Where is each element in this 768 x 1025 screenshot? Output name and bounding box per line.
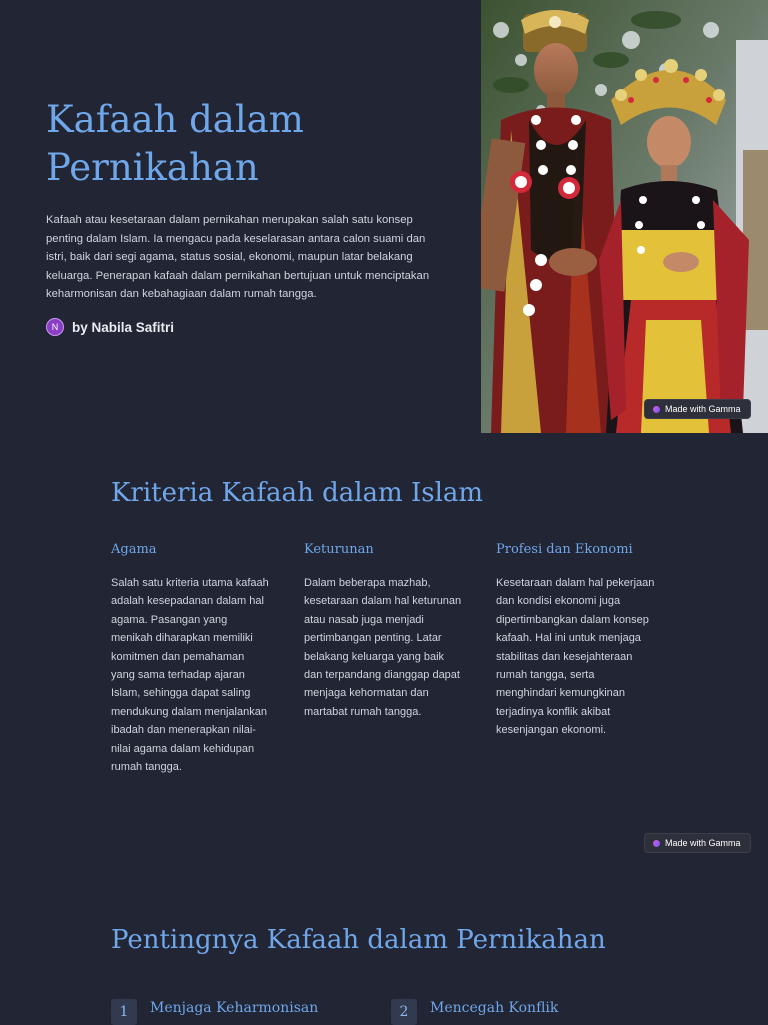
column-heading: Keturunan	[304, 542, 374, 557]
column-heading: Profesi dan Ekonomi	[496, 542, 633, 557]
item-number: 1	[111, 999, 137, 1025]
made-with-gamma-badge[interactable]	[644, 833, 751, 853]
criteria-column-profesi-ekonomi	[496, 542, 656, 740]
badge-label: Made with Gamma	[665, 838, 741, 848]
author-byline	[46, 318, 174, 336]
intro-paragraph: Kafaah atau kesetaraan dalam pernikahan merupakan salah satu konsep penting dalam Islam. Ia mengacu pada keselarasan antara calon suami dan istri, baik dari segi agama, status sosial, ekonomi, maupun latar belakang keluarga. Penerapan kafaah dalam pernikahan bertujuan untuk menciptakan keharmonisan dan kebahagiaan dalam rumah tangga.	[46, 214, 430, 301]
column-body: Dalam beberapa mazhab, kesetaraan dalam hal keturunan atau nasab juga menjadi pertimbangan penting. Latar belakang keluarga yang baik dan terpandang dianggap dapat menjaga kehormatan dan martabat rumah tangga.	[304, 577, 462, 718]
page-title: Kafaah dalam Pernikahan	[46, 98, 304, 189]
badge-label: Made with Gamma	[665, 404, 741, 414]
avatar: N	[46, 318, 64, 336]
wedding-couple-photo	[481, 0, 768, 433]
item-title: Menjaga Keharmonisan	[150, 1000, 319, 1016]
column-body: Salah satu kriteria utama kafaah adalah kesepadanan dalam hal agama. Pasangan yang menikah diharapkan memiliki komitmen dan pemahaman yang sama terhadap ajaran Islam, sehingga dapat saling mendukung dalam menjalankan ibadah dan menerapkan nilai-nilai agama dalam kehidupan rumah tangga.	[111, 577, 269, 774]
importance-item	[391, 999, 558, 1025]
criteria-column-keturunan	[304, 542, 464, 721]
importance-section-title: Pentingnya Kafaah dalam Pernikahan	[111, 925, 606, 955]
made-with-gamma-badge[interactable]	[644, 399, 751, 419]
column-body: Kesetaraan dalam hal pekerjaan dan kondisi ekonomi juga dipertimbangkan dalam konsep kafaah. Hal ini untuk menjaga stabilitas dan kesejahteraan rumah tangga, serta menghindari kemungkinan terjadinya konflik akibat kesenjangan ekonomi.	[496, 577, 655, 737]
gamma-logo-icon	[653, 406, 660, 413]
item-title: Mencegah Konflik	[430, 1000, 559, 1016]
importance-item	[111, 999, 318, 1025]
gamma-logo-icon	[653, 840, 660, 847]
item-number: 2	[391, 999, 417, 1025]
column-heading: Agama	[111, 542, 157, 557]
author-name: by Nabila Safitri	[72, 319, 175, 335]
criteria-column-agama	[111, 542, 271, 776]
criteria-section-title: Kriteria Kafaah dalam Islam	[111, 478, 484, 508]
